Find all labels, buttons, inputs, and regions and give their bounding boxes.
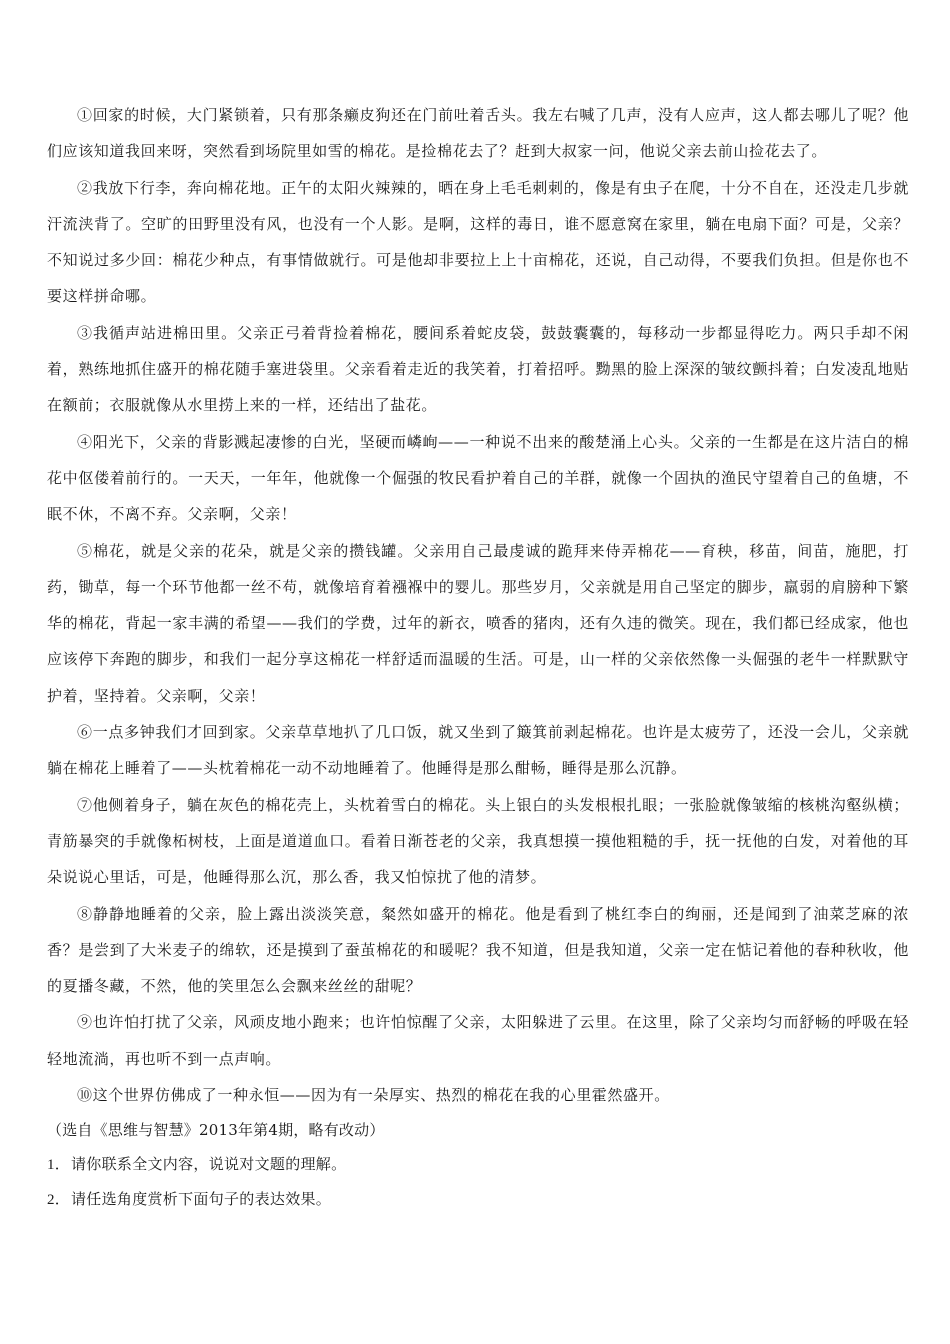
paragraph-4: ④阳光下，父亲的背影溅起凄惨的白光，坚硬而嶙峋——一种说不出来的酸楚涌上心头。父亲的一生都是在这片洁白的棉花中伛偻着前行的。一天天，一年年，他就像一个倔强的牧民看护着自己的羊群，就像一个固执的渔民守望着自己的鱼塘，不眠不休，不离不弃。父亲啊，父亲！ (47, 432, 909, 524)
question-number: 2． (47, 1192, 71, 1209)
paragraph-10: ⑩这个世界仿佛成了一种永恒——因为有一朵厚实、热烈的棉花在我的心里霍然盛开。 (77, 1086, 670, 1105)
question-2 (47, 1182, 909, 1217)
paragraph-2: ②我放下行李，奔向棉花地。正午的太阳火辣辣的，晒在身上毛毛刺刺的，像是有虫子在爬，十分不自在，还没走几步就汗流浃背了。空旷的田野里没有风，也没有一个人影。是啊，这样的毒日，谁不愿意窝在家里，躺在电扇下面？可是，父亲？不知说过多少回：棉花少种点，有事情做就行。可是他却非要拉上上十亩棉花，还说，自己动得，不要我们负担。但是你也不要这样拼命哪。 (47, 178, 909, 306)
question-number: 1． (47, 1157, 71, 1174)
paragraph-9: ⑨也许怕打扰了父亲，风顽皮地小跑来；也许怕惊醒了父亲，太阳躲进了云里。在这里，除了父亲均匀而舒畅的呼吸在轻轻地流淌，再也听不到一点声响。 (47, 1013, 909, 1068)
paragraph-6: ⑥一点多钟我们才回到家。父亲草草地扒了几口饭，就又坐到了簸箕前剥起棉花。也许是太疲劳了，还没一会儿，父亲就躺在棉花上睡着了——头枕着棉花一动不动地睡着了。他睡得是那么酣畅，睡得是那么沉静。 (47, 723, 909, 778)
reading-passage (47, 97, 909, 1217)
paragraph-1: ①回家的时候，大门紧锁着，只有那条癞皮狗还在门前吐着舌头。我左右喊了几声，没有人应声，这人都去哪儿了呢？他们应该知道我回来呀，突然看到场院里如雪的棉花。是捡棉花去了？赶到大叔家一问，他说父亲去前山捡花去了。 (47, 106, 909, 161)
question-text: 请你联系全文内容，说说对文题的理解。 (71, 1155, 347, 1174)
source-note: （选自《思维与智慧》2013年第4期，略有改动） (47, 1121, 385, 1140)
paragraph-5: ⑤棉花，就是父亲的花朵，就是父亲的攒钱罐。父亲用自己最虔诚的跪拜来侍弄棉花——育秧，移苗，间苗，施肥，打药，锄草，每一个环节他都一丝不苟，就像培育着襁褓中的婴儿。那些岁月，父亲就是用自己坚定的脚步，羸弱的肩膀种下繁华的棉花，背起一家丰满的希望——我们的学费，过年的新衣，喷香的猪肉，还有久违的微笑。现在，我们都已经成家，他也应该停下奔跑的脚步，和我们一起分享这棉花一样舒适而温暖的生活。可是，山一样的父亲依然像一头倔强的老牛一样默默守护着，坚持着。父亲啊，父亲！ (47, 541, 909, 705)
paragraph-7: ⑦他侧着身子，躺在灰色的棉花壳上，头枕着雪白的棉花。头上银白的头发根根扎眼；一张脸就像皱缩的核桃沟壑纵横；青筋暴突的手就像柘树枝，上面是道道血口。看着日渐苍老的父亲，我真想摸一摸他粗糙的手，抚一抚他的白发，对着他的耳朵说说心里话，可是，他睡得那么沉，那么香，我又怕惊扰了他的清梦。 (47, 795, 909, 887)
paragraph-8: ⑧静静地睡着的父亲，脸上露出淡淡笑意，粲然如盛开的棉花。他是看到了桃红李白的绚丽，还是闻到了油菜芝麻的浓香？是尝到了大米麦子的绵软，还是摸到了蚕茧棉花的和暖呢？我不知道，但是我知道，父亲一定在惦记着他的春种秋收，他的夏播冬藏，不然，他的笑里怎么会飘来丝丝的甜呢？ (47, 904, 909, 996)
paragraph-3: ③我循声站进棉田里。父亲正弓着背捡着棉花，腰间系着蛇皮袋，鼓鼓囊囊的，每移动一步都显得吃力。两只手却不闲着，熟练地抓住盛开的棉花随手塞进袋里。父亲看着走近的我笑着，打着招呼。黝黑的脸上深深的皱纹颤抖着；白发凌乱地贴在额前；衣服就像从水里捞上来的一样，还结出了盐花。 (47, 323, 909, 415)
question-text: 请任选角度赏析下面句子的表达效果。 (71, 1190, 332, 1209)
question-1 (47, 1147, 909, 1182)
